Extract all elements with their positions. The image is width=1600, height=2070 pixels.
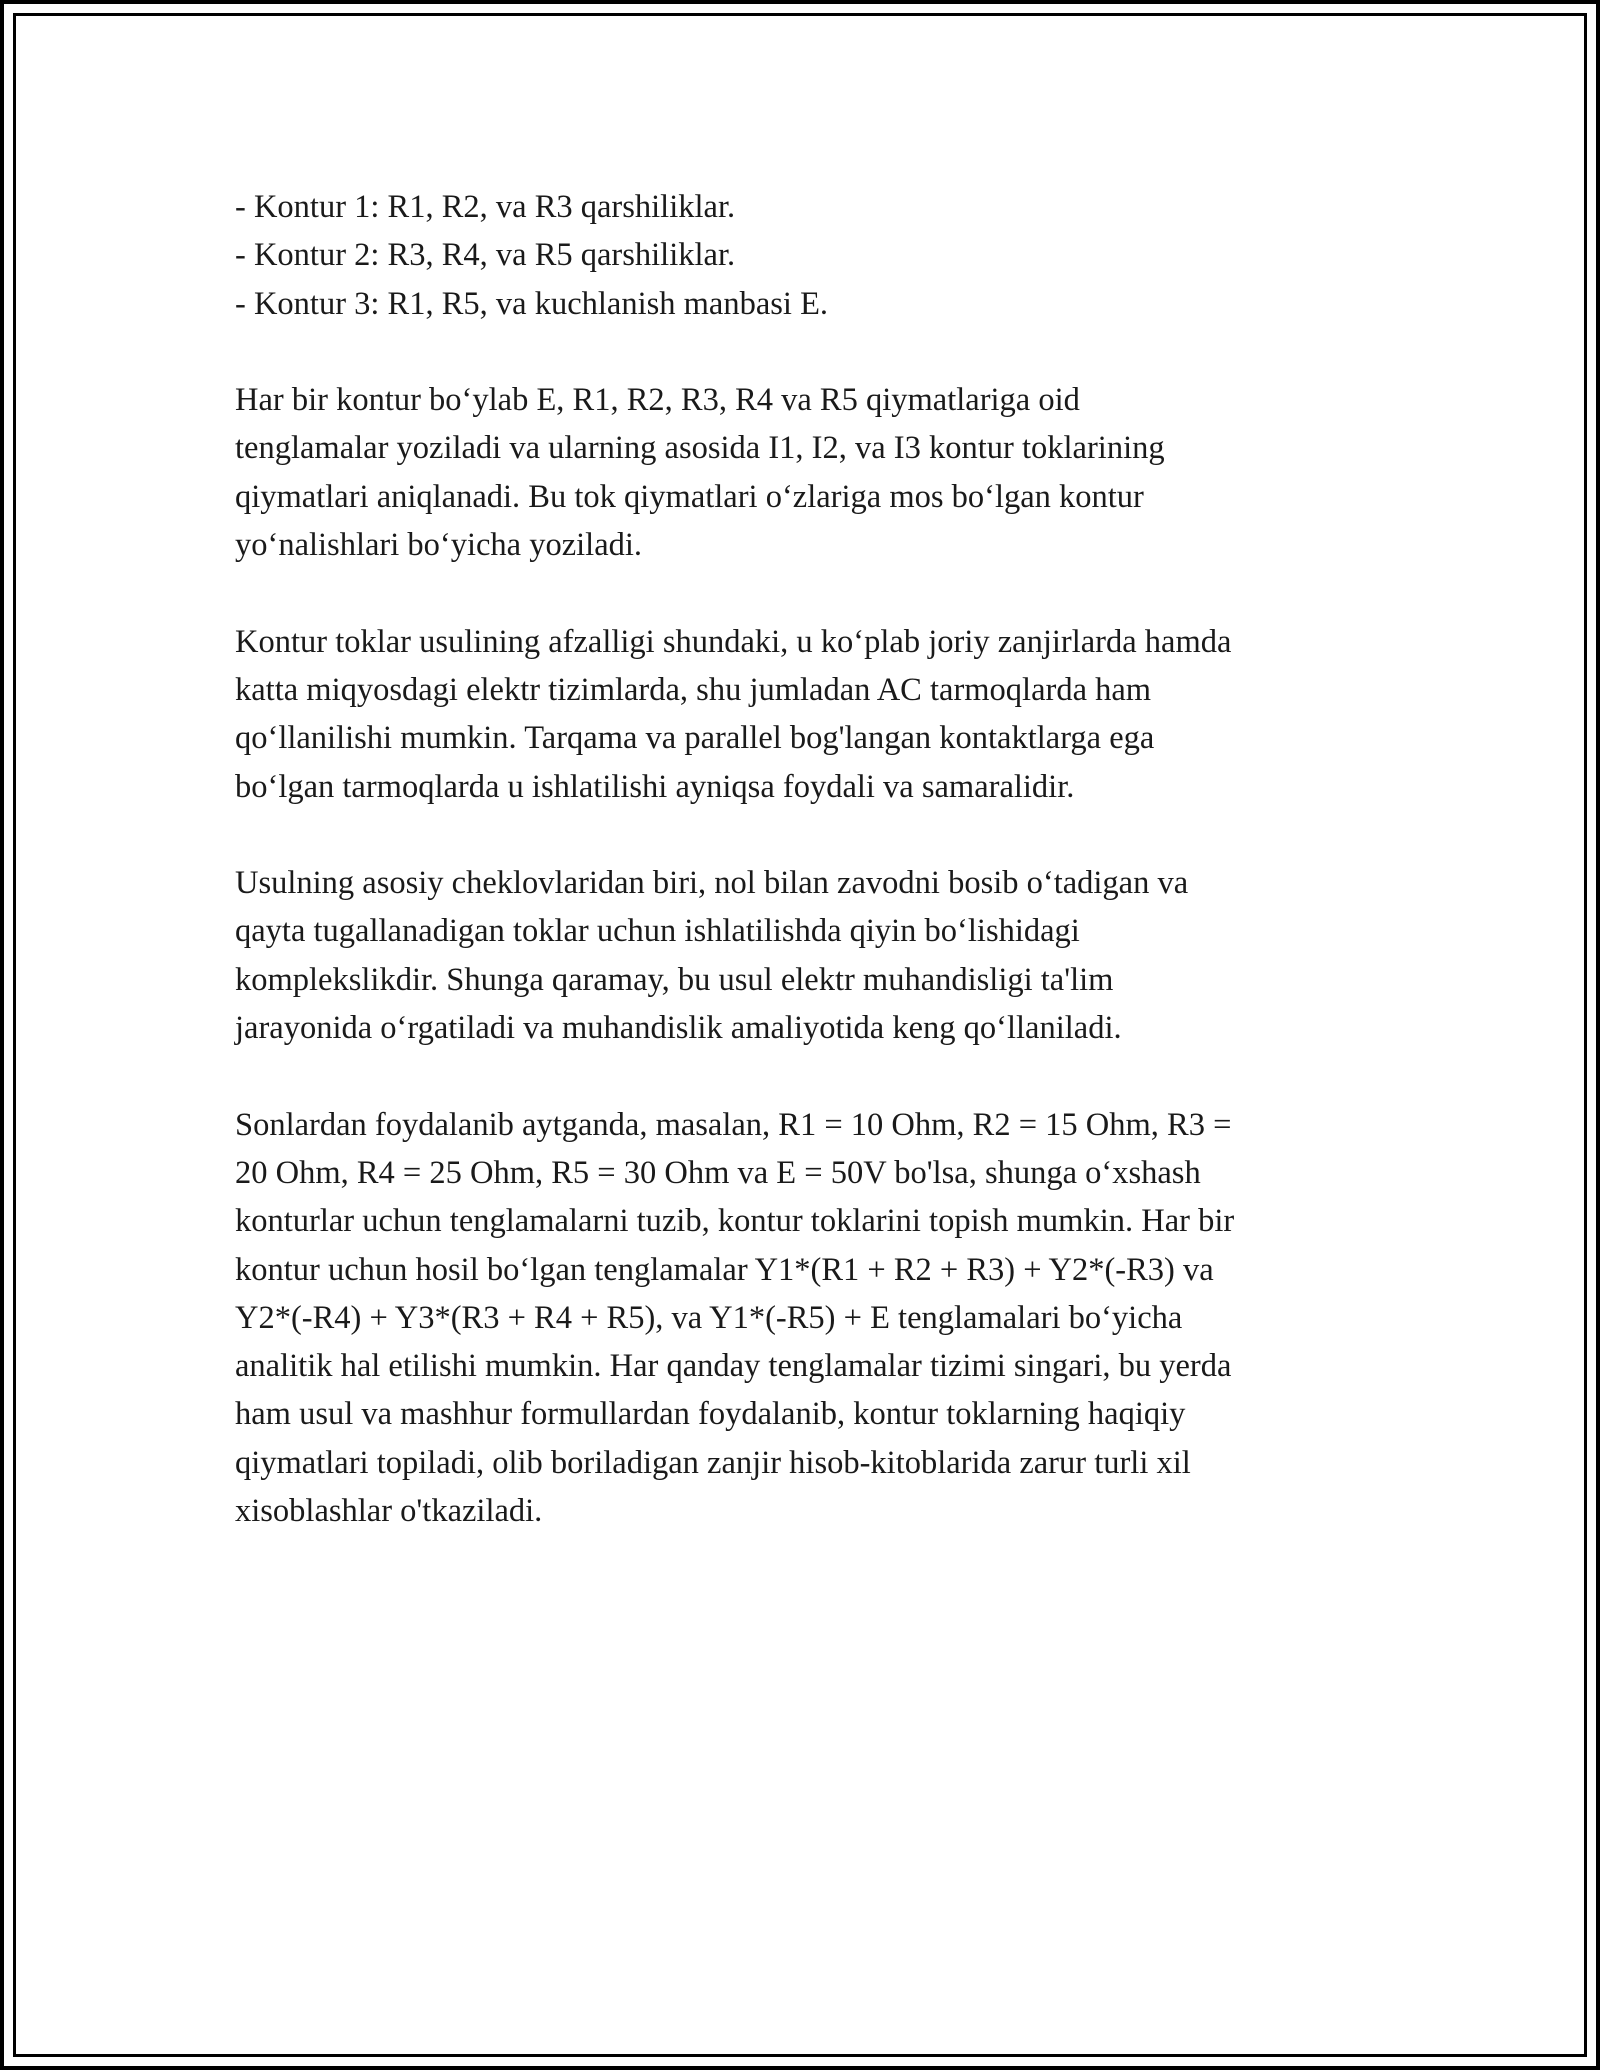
text-line: konturlar uchun tenglamalarni tuzib, kontur toklarini topish mumkin. Har bir	[235, 1203, 1235, 1240]
text-line: bo‘lgan tarmoqlarda u ishlatilishi ayniqsa foydali va samaralidir.	[235, 768, 1075, 805]
text-line: 20 Ohm, R4 = 25 Ohm, R5 = 30 Ohm va E = 50V bo'lsa, shunga o‘xshash	[235, 1154, 1201, 1191]
document-body	[235, 183, 1375, 1535]
paragraph-limitations	[235, 859, 1375, 1052]
text-line: qo‘llanilishi mumkin. Tarqama va parallel bog'langan kontaktlarga ega	[235, 720, 1155, 757]
text-line: tenglamalar yoziladi va ularning asosida I1, I2, va I3 kontur toklarining	[235, 430, 1165, 467]
list-item: - Kontur 1: R1, R2, va R3 qarshiliklar.	[235, 189, 736, 225]
text-line: katta miqyosdagi elektr tizimlarda, shu jumladan AC tarmoqlarda ham	[235, 671, 1152, 708]
text-line: qayta tugallanadigan toklar uchun ishlatilishda qiyin bo‘lishidagi	[235, 913, 1080, 950]
text-line: analitik hal etilishi mumkin. Har qanday tenglamalar tizimi singari, bu yerda	[235, 1348, 1232, 1385]
paragraph-numeric-example	[235, 1101, 1375, 1536]
text-line: Har bir kontur bo‘ylab E, R1, R2, R3, R4 va R5 qiymatlariga oid	[235, 382, 1080, 419]
kontur-list	[235, 183, 1375, 328]
text-line: Sonlardan foydalanib aytganda, masalan, R1 = 10 Ohm, R2 = 15 Ohm, R3 =	[235, 1106, 1232, 1143]
list-item: - Kontur 2: R3, R4, va R5 qarshiliklar.	[235, 237, 736, 274]
text-line: yo‘nalishlari bo‘yicha yoziladi.	[235, 527, 643, 564]
paragraph-advantages	[235, 618, 1375, 811]
text-line: qiymatlari aniqlanadi. Bu tok qiymatlari o‘zlariga mos bo‘lgan kontur	[235, 478, 1144, 515]
text-line: qiymatlari topiladi, olib boriladigan zanjir hisob-kitoblarida zarur turli xil	[235, 1444, 1191, 1481]
text-line: komplekslikdir. Shunga qaramay, bu usul elektr muhandisligi ta'lim	[235, 961, 1114, 998]
list-item: - Kontur 3: R1, R5, va kuchlanish manbasi E.	[235, 285, 829, 322]
text-line: Kontur toklar usulining afzalligi shundaki, u ko‘plab joriy zanjirlarda hamda	[235, 623, 1232, 660]
text-line: jarayonida o‘rgatiladi va muhandislik amaliyotida keng qo‘llaniladi.	[235, 1010, 1122, 1047]
text-line: ham usul va mashhur formullardan foydalanib, kontur toklarning haqiqiy	[235, 1396, 1186, 1433]
text-line: Y2*(-R4) + Y3*(R3 + R4 + R5), va Y1*(-R5) + E tenglamalari bo‘yicha	[235, 1299, 1183, 1336]
text-line: Usulning asosiy cheklovlaridan biri, nol bilan zavodni bosib o‘tadigan va	[235, 865, 1189, 902]
text-line: kontur uchun hosil bo‘lgan tenglamalar Y1*(R1 + R2 + R3) + Y2*(-R3) va	[235, 1251, 1214, 1288]
paragraph-equations-intro	[235, 376, 1375, 569]
text-line: xisoblashlar o'tkaziladi.	[235, 1493, 543, 1530]
